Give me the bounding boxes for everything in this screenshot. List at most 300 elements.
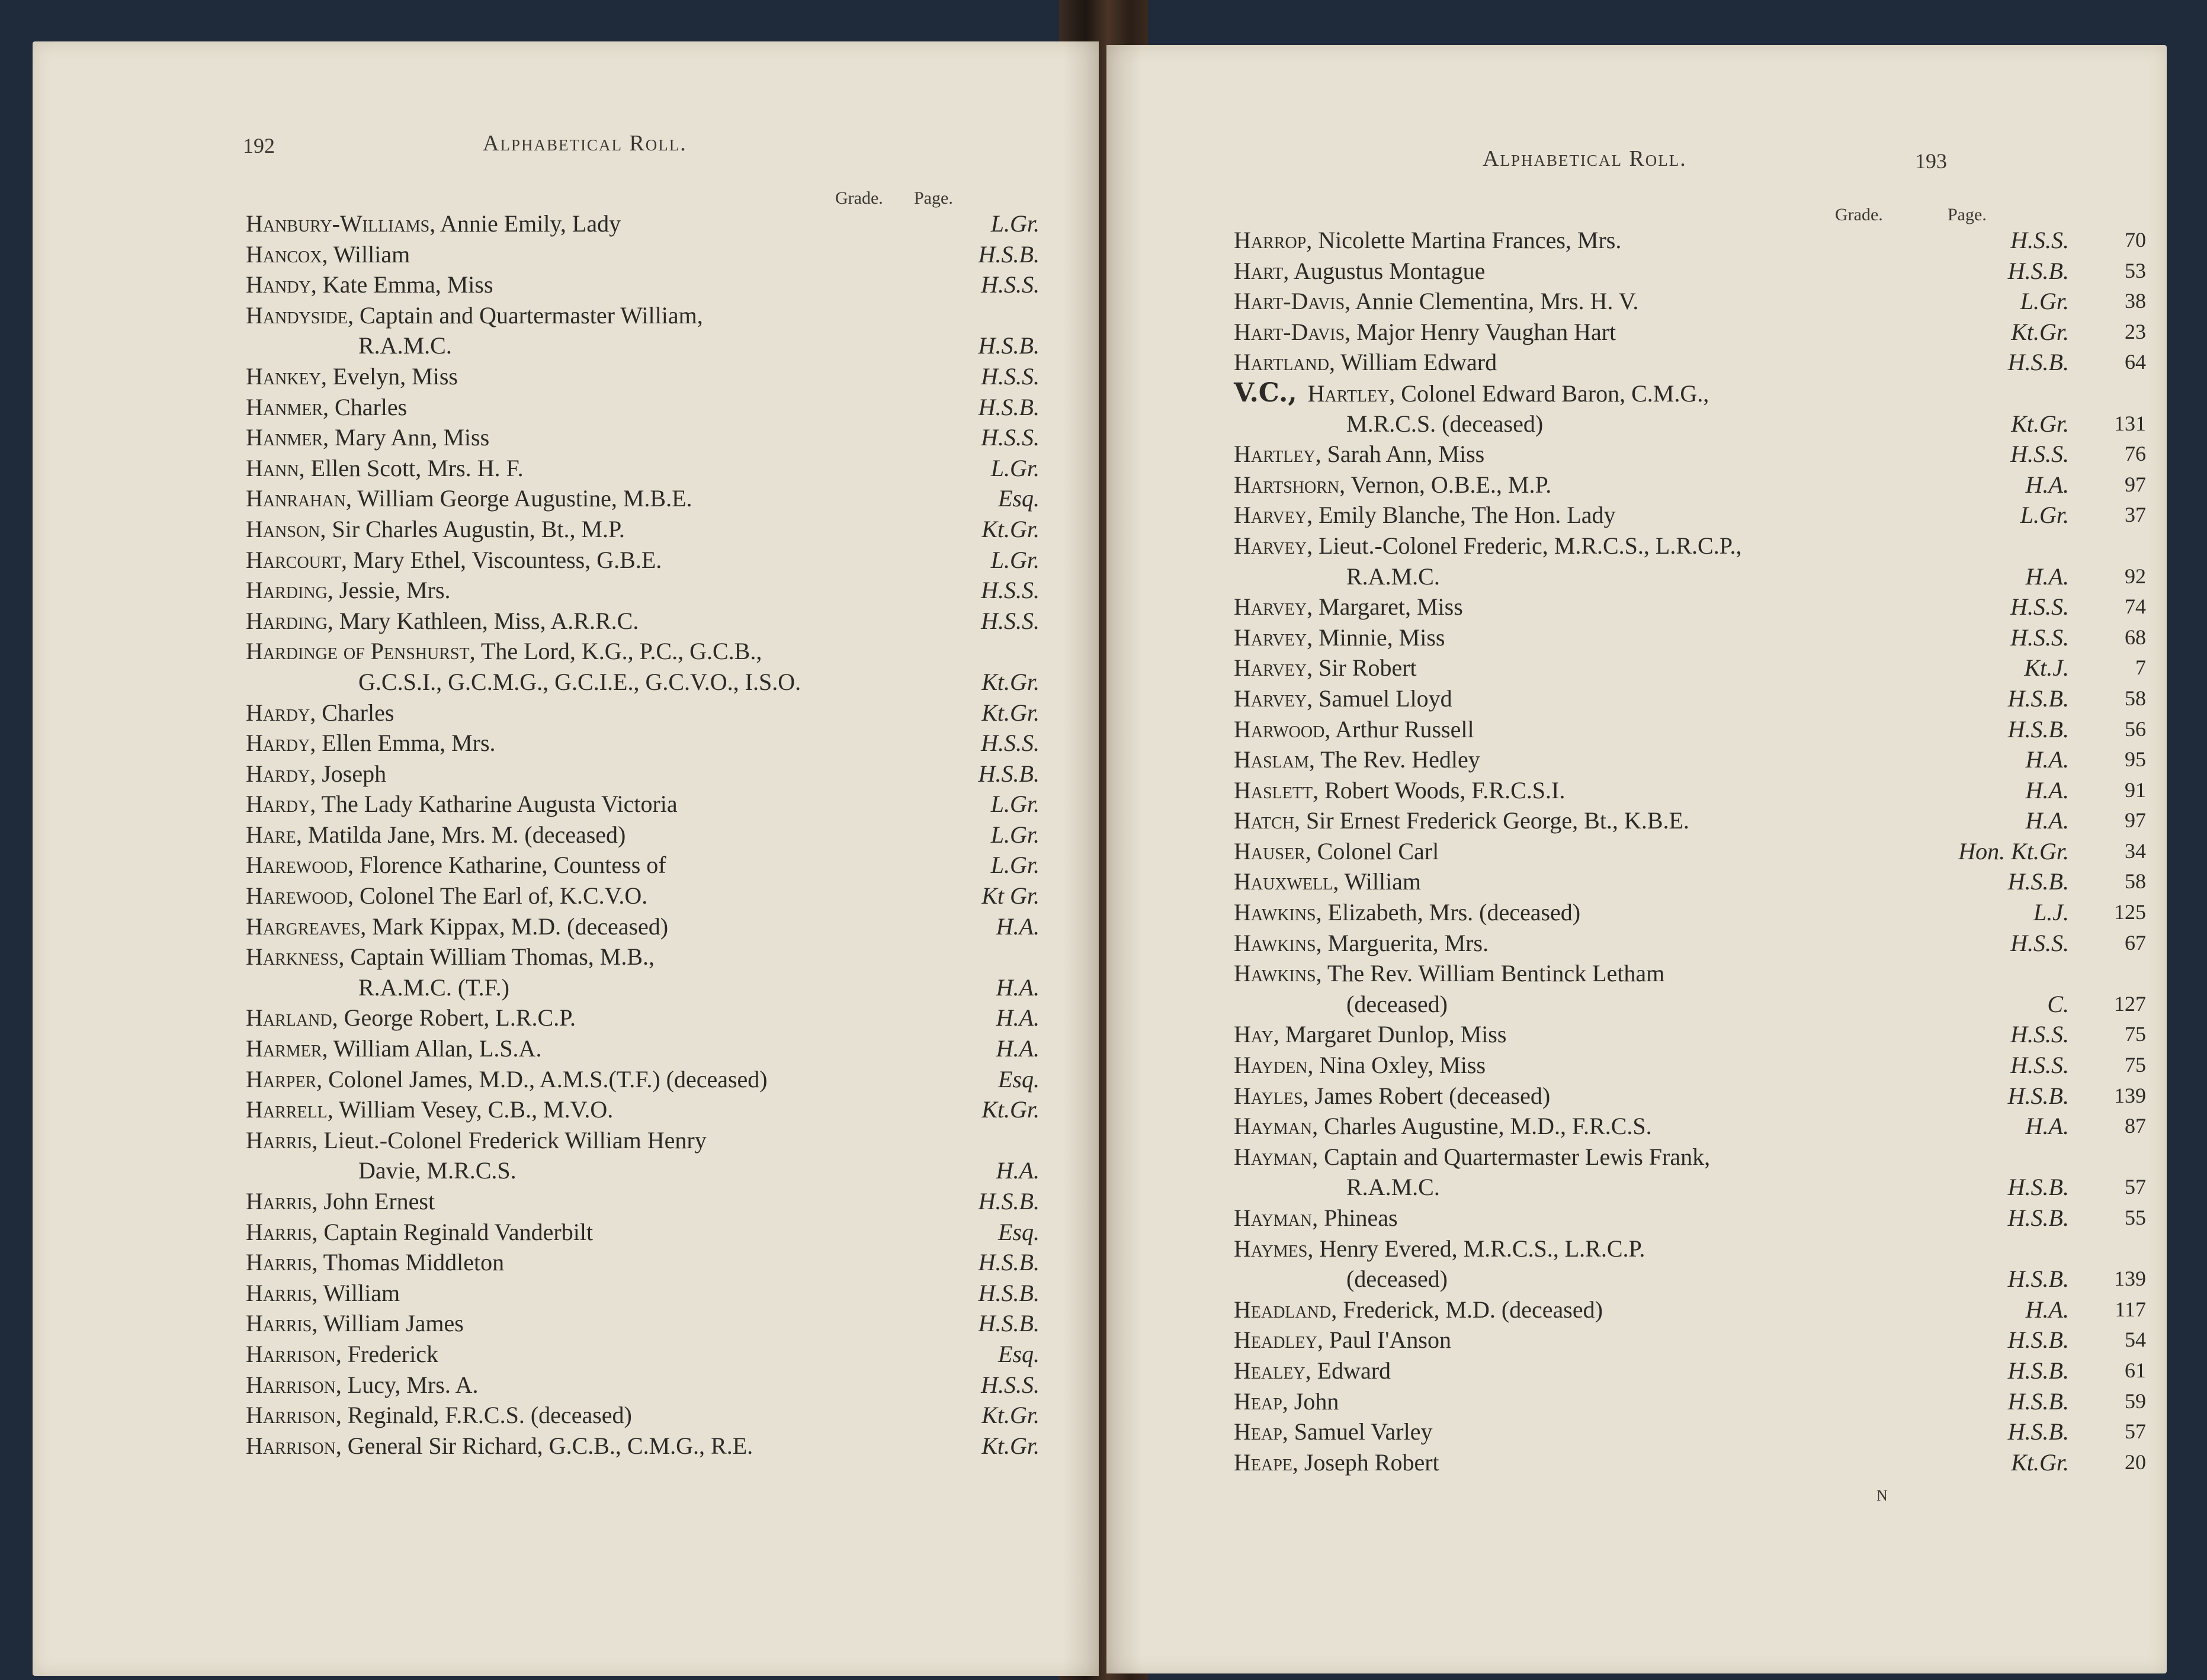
entry-name xyxy=(358,972,509,1003)
entry-page: 23 xyxy=(2125,319,2146,343)
entry-name-text: Harrison, Frederick xyxy=(246,1340,439,1367)
entry-name xyxy=(1234,1234,1645,1264)
entry-name xyxy=(1234,653,1417,683)
entry-name xyxy=(358,330,452,361)
entry-page: 61 xyxy=(2125,1358,2146,1382)
entry-grade: H.S.S. xyxy=(2010,1052,2069,1079)
entry-grade: L.Gr. xyxy=(990,454,1040,481)
roll-entry xyxy=(246,850,1170,881)
entry-name-text: Hayden, Nina Oxley, Miss xyxy=(1234,1052,1486,1079)
entry-grade: H.S.S. xyxy=(981,607,1040,634)
roll-entry xyxy=(246,789,1170,820)
roll-entry xyxy=(1234,286,2158,317)
entry-name-text: Hanbury-Williams, Annie Emily, Lady xyxy=(246,210,621,237)
entry-name xyxy=(246,1339,438,1370)
entry-grade: C. xyxy=(2047,990,2069,1017)
roll-entry xyxy=(246,606,1170,637)
roll-entry xyxy=(246,300,1170,331)
entry-grade: H.S.S. xyxy=(2010,227,2069,253)
entry-grade: H.S.B. xyxy=(2007,1174,2069,1201)
entry-page: 97 xyxy=(2125,808,2146,833)
entry-name-text: Harmer, William Allan, L.S.A. xyxy=(246,1035,542,1062)
entry-grade: Hon. Kt.Gr. xyxy=(1958,837,2069,865)
entry-grade: Esq. xyxy=(998,1340,1040,1367)
entry-name-text: Harding, Jessie, Mrs. xyxy=(246,577,451,604)
entry-page: 59 xyxy=(2125,1389,2146,1413)
entry-name xyxy=(358,1155,517,1186)
entry-name xyxy=(1234,622,1445,653)
entry-grade: H.S.B. xyxy=(978,1188,1040,1215)
entry-grade: H.S.S. xyxy=(981,424,1040,451)
entry-page: 76 xyxy=(2125,442,2146,466)
entry-name xyxy=(1234,775,1565,806)
entry-name xyxy=(246,942,655,972)
entry-name xyxy=(1234,1142,1710,1173)
entry-name xyxy=(1234,1355,1391,1386)
roll-entry xyxy=(1234,409,2158,439)
entry-name-text: Hanmer, Mary Ann, Miss xyxy=(246,424,490,451)
entry-page: 117 xyxy=(2115,1297,2146,1321)
entry-name-text: Headley, Paul I'Anson xyxy=(1234,1326,1451,1354)
entry-grade: H.S.B. xyxy=(978,393,1040,420)
entry-name-text: Harkness, Captain William Thomas, M.B., xyxy=(246,943,655,971)
entry-name-text: Hart-Davis, Major Henry Vaughan Hart xyxy=(1234,318,1616,345)
entry-name-text: Healey, Edward xyxy=(1234,1357,1391,1384)
entry-name xyxy=(1234,1203,1398,1234)
entry-name xyxy=(1234,1111,1652,1142)
entry-grade: H.A. xyxy=(2025,1296,2069,1323)
entry-name-text: Hayman, Captain and Quartermaster Lewis Frank, xyxy=(1234,1143,1711,1170)
entry-name xyxy=(358,667,801,698)
entry-grade: H.S.B. xyxy=(2007,1418,2069,1445)
entry-grade: H.S.S. xyxy=(2010,624,2069,651)
running-head: Alphabetical Roll. xyxy=(483,131,687,156)
entry-name xyxy=(1234,1416,1432,1447)
entry-grade: L.J. xyxy=(2033,899,2069,926)
roll-entry xyxy=(246,269,1170,300)
entry-grade: H.S.B. xyxy=(2007,868,2069,895)
entry-name-text: Hauser, Colonel Carl xyxy=(1234,837,1439,865)
entry-name xyxy=(1234,347,1497,378)
entry-grade: H.S.B. xyxy=(978,1249,1040,1276)
entry-name-text: Harvey, Lieut.-Colonel Frederic, M.R.C.S., L.R.C.P., xyxy=(1234,532,1742,559)
entry-name xyxy=(246,422,489,453)
entry-grade: L.Gr. xyxy=(990,210,1040,237)
entry-grade: Kt.Gr. xyxy=(2011,1448,2069,1476)
roll-entry xyxy=(1234,775,2158,806)
entry-name-text: Hann, Ellen Scott, Mrs. H. F. xyxy=(246,454,524,481)
roll-entry xyxy=(1234,989,2158,1020)
roll-entry xyxy=(1234,622,2158,653)
entry-name-text: Hartland, William Edward xyxy=(1234,349,1497,376)
roll-entry xyxy=(246,361,1170,392)
entry-name-text: Hawkins, Marguerita, Mrs. xyxy=(1234,929,1489,956)
roll-entry xyxy=(246,667,1170,698)
entry-name xyxy=(246,759,386,789)
entry-name xyxy=(246,392,407,423)
roll-entry xyxy=(246,911,1170,942)
entry-name-text: Hare, Matilda Jane, Mrs. M. (deceased) xyxy=(246,821,626,848)
entry-name-text: Headland, Frederick, M.D. (deceased) xyxy=(1234,1296,1603,1323)
entry-name xyxy=(246,1094,613,1125)
entry-name-text: Harvey, Margaret, Miss xyxy=(1234,593,1463,621)
entry-name xyxy=(246,911,668,942)
entry-page: 75 xyxy=(2125,1022,2146,1046)
entry-name xyxy=(1234,836,1439,867)
entry-page: 54 xyxy=(2125,1328,2146,1352)
entry-name-text: Hawkins, Elizabeth, Mrs. (deceased) xyxy=(1234,899,1581,926)
entry-name-text: Davie, M.R.C.S. xyxy=(358,1157,517,1184)
entry-name-text: Hayles, James Robert (deceased) xyxy=(1234,1082,1551,1109)
roll-entry xyxy=(1234,1081,2158,1112)
roll-entry xyxy=(246,1308,1170,1339)
entry-name xyxy=(246,208,621,239)
entry-page: 57 xyxy=(2125,1175,2146,1199)
entry-grade: H.S.S. xyxy=(2010,593,2069,621)
entry-page: 67 xyxy=(2125,930,2146,955)
entry-name-text: Harding, Mary Kathleen, Miss, A.R.R.C. xyxy=(246,607,639,634)
entry-name-text: Harvey, Emily Blanche, The Hon. Lady xyxy=(1234,502,1616,529)
entry-name xyxy=(1234,805,1689,836)
entry-grade: Kt.Gr. xyxy=(2011,318,2069,345)
entry-name xyxy=(1234,897,1580,928)
entry-name-text: Hancox, William xyxy=(246,240,410,268)
entry-name-text: Harvey, Minnie, Miss xyxy=(1234,624,1445,651)
signature-mark: N xyxy=(1876,1487,1888,1504)
column-heading-grade: Grade. xyxy=(1835,205,1883,224)
entry-grade: L.Gr. xyxy=(990,852,1040,879)
entry-name xyxy=(1346,1172,1440,1203)
entry-grade: H.A. xyxy=(2025,471,2069,498)
entry-page: 34 xyxy=(2125,839,2146,863)
entry-grade: H.A. xyxy=(2025,563,2069,590)
entry-grade: H.S.B. xyxy=(978,760,1040,787)
entry-name-text: Harcourt, Mary Ethel, Viscountess, G.B.E. xyxy=(246,546,662,573)
entry-name xyxy=(246,1033,541,1064)
entry-name xyxy=(246,636,762,667)
entry-name-text: Hankey, Evelyn, Miss xyxy=(246,362,458,390)
entry-name-text: Harland, George Robert, L.R.C.P. xyxy=(246,1004,576,1032)
roll-entry xyxy=(246,1125,1170,1156)
entry-grade: H.S.S. xyxy=(2010,929,2069,956)
entry-name xyxy=(1234,1447,1439,1478)
right-page xyxy=(1106,45,2167,1673)
entry-name-text: Hay, Margaret Dunlop, Miss xyxy=(1234,1021,1507,1048)
entry-grade: Kt.Gr. xyxy=(981,515,1040,542)
entry-page: 92 xyxy=(2125,564,2146,588)
entry-page: 56 xyxy=(2125,717,2146,741)
entry-grade: H.A. xyxy=(2025,776,2069,804)
roll-entry xyxy=(1234,1416,2158,1447)
roll-entry xyxy=(1234,1203,2158,1234)
entry-name-text: Hardy, Charles xyxy=(246,699,394,726)
entry-grade: Esq. xyxy=(998,485,1040,512)
entry-name xyxy=(1234,744,1480,775)
roll-entry xyxy=(1234,256,2158,287)
entry-grade: Kt.Gr. xyxy=(981,1402,1040,1429)
entry-page: 75 xyxy=(2125,1053,2146,1077)
entry-grade: H.S.B. xyxy=(2007,715,2069,743)
entry-name xyxy=(1346,561,1440,592)
entry-name-text: Handy, Kate Emma, Miss xyxy=(246,271,493,298)
honour-prefix: V.C., xyxy=(1234,377,1297,408)
entry-grade: H.S.S. xyxy=(981,1371,1040,1398)
entry-name xyxy=(246,1064,768,1095)
entry-name-text: Hanmer, Charles xyxy=(246,393,408,420)
entry-name xyxy=(246,239,410,270)
roll-entry xyxy=(1234,531,2158,561)
entry-grade: H.A. xyxy=(996,1004,1040,1032)
entry-page: 70 xyxy=(2125,228,2146,252)
column-heading-grade: Grade. xyxy=(835,188,883,208)
column-heading-page: Page. xyxy=(1948,205,1987,224)
roll-entry xyxy=(246,1431,1170,1461)
entry-grade: H.S.B. xyxy=(2007,1357,2069,1384)
entry-name xyxy=(1234,866,1421,897)
entry-name xyxy=(1234,714,1474,745)
entry-name-text: Heap, Samuel Varley xyxy=(1234,1418,1433,1445)
entry-page: 95 xyxy=(2125,747,2146,772)
entry-name-text: Hayman, Phineas xyxy=(1234,1204,1398,1231)
entry-name xyxy=(1234,1050,1486,1081)
entry-name xyxy=(246,1400,632,1431)
roll-entry xyxy=(1234,958,2158,989)
entry-name xyxy=(1234,286,1638,317)
roll-entry xyxy=(246,1155,1170,1186)
entry-name-text: Harper, Colonel James, M.D., A.M.S.(T.F.) (deceased) xyxy=(246,1065,768,1093)
entry-name-text: Hanson, Sir Charles Augustin, Bt., M.P. xyxy=(246,515,625,542)
entry-name xyxy=(246,820,625,850)
entry-grade: H.S.B. xyxy=(2007,1204,2069,1231)
entry-name-text: Hardy, The Lady Katharine Augusta Victoria xyxy=(246,791,678,818)
roll-entry xyxy=(246,1186,1170,1217)
roll-entry xyxy=(1234,378,2158,409)
entry-name xyxy=(1346,1264,1448,1294)
entry-name-text: Haymes, Henry Evered, M.R.C.S., L.R.C.P. xyxy=(1234,1235,1645,1262)
entry-page: 97 xyxy=(2125,472,2146,496)
entry-name-text: Harrison, Lucy, Mrs. A. xyxy=(246,1371,479,1398)
entry-name-text: Hayman, Charles Augustine, M.D., F.R.C.S. xyxy=(1234,1113,1652,1140)
roll-entry xyxy=(246,698,1170,728)
roll-entry xyxy=(1234,561,2158,592)
entry-name xyxy=(246,483,692,514)
entry-name-text: Harris, John Ernest xyxy=(246,1188,435,1215)
entry-name xyxy=(246,1278,400,1309)
roll-entry xyxy=(246,545,1170,576)
entry-page: 38 xyxy=(2125,289,2146,313)
roll-entry xyxy=(1234,1234,2158,1264)
entry-name-text: Handyside, Captain and Quartermaster William, xyxy=(246,301,703,329)
entry-page: 68 xyxy=(2125,625,2146,649)
entry-page: 139 xyxy=(2114,1083,2146,1107)
roll-entry xyxy=(1234,866,2158,897)
roll-entry xyxy=(246,330,1170,361)
entry-grade: H.S.B. xyxy=(978,1310,1040,1337)
entry-page: 74 xyxy=(2125,595,2146,619)
entry-name xyxy=(1234,378,1709,409)
entry-name-text: Hauxwell, William xyxy=(1234,868,1422,895)
entry-name-text: Harris, William James xyxy=(246,1310,464,1337)
roll-entry xyxy=(246,881,1170,911)
roll-entry xyxy=(1234,1264,2158,1294)
entry-name xyxy=(246,606,639,637)
roll-entry xyxy=(246,942,1170,972)
roll-entry xyxy=(246,575,1170,606)
entry-name xyxy=(246,698,394,728)
entry-name xyxy=(1234,439,1484,470)
entry-grade: L.Gr. xyxy=(990,791,1040,818)
entry-name-text: Hargreaves, Mark Kippax, M.D. (deceased) xyxy=(246,913,669,940)
entry-name-text: Harris, Lieut.-Colonel Frederick William Henry xyxy=(246,1126,707,1154)
entry-page: 139 xyxy=(2114,1267,2146,1291)
entry-name-text: Hart, Augustus Montague xyxy=(1234,257,1486,284)
left-page xyxy=(33,41,1099,1676)
roll-entry xyxy=(246,1064,1170,1095)
entry-name-text: G.C.S.I., G.C.M.G., G.C.I.E., G.C.V.O., I.S.O. xyxy=(358,668,801,695)
entry-grade: Kt.Gr. xyxy=(2011,410,2069,437)
entry-grade: H.A. xyxy=(996,974,1040,1001)
roll-entry xyxy=(1234,439,2158,470)
entry-page: 55 xyxy=(2125,1206,2146,1229)
entry-name-text: M.R.C.S. (deceased) xyxy=(1346,410,1544,437)
roll-entry xyxy=(246,1278,1170,1309)
roll-entry xyxy=(1234,1294,2158,1325)
entry-grade: H.S.S. xyxy=(2010,441,2069,468)
entry-name-text: Hardy, Joseph xyxy=(246,760,387,787)
roll-entry xyxy=(246,1247,1170,1278)
entry-name xyxy=(1346,989,1448,1020)
entry-grade: L.Gr. xyxy=(990,821,1040,848)
page-number: 193 xyxy=(1915,149,1947,173)
roll-entry xyxy=(246,820,1170,850)
entry-page: 57 xyxy=(2125,1419,2146,1444)
entry-page: 87 xyxy=(2125,1114,2146,1138)
entry-grade: Kt.Gr. xyxy=(981,1432,1040,1459)
entry-grade: H.S.B. xyxy=(978,332,1040,359)
roll-entries-left xyxy=(246,208,1170,1461)
entry-name-text: Hardy, Ellen Emma, Mrs. xyxy=(246,730,496,757)
entry-name xyxy=(246,545,662,576)
roll-entry xyxy=(1234,1050,2158,1081)
roll-entry xyxy=(1234,225,2158,256)
roll-entry xyxy=(246,422,1170,453)
entry-name xyxy=(246,453,524,484)
entry-name xyxy=(1234,1019,1506,1050)
entry-grade: L.Gr. xyxy=(990,546,1040,573)
entry-name-text: Hanrahan, William George Augustine, M.B.E. xyxy=(246,485,692,512)
right-gutter-shadow xyxy=(1106,45,1142,1673)
entry-name-text: Hardinge of Penshurst, The Lord, K.G., P.C., G.C.B., xyxy=(246,638,762,665)
entry-grade: H.S.S. xyxy=(981,730,1040,757)
roll-entry xyxy=(1234,317,2158,348)
entry-grade: H.S.B. xyxy=(2007,1265,2069,1293)
entry-grade: H.S.B. xyxy=(2007,1082,2069,1109)
roll-entry xyxy=(246,1094,1170,1125)
roll-entry xyxy=(1234,592,2158,622)
entry-name-text: Hatch, Sir Ernest Frederick George, Bt., K.B.E. xyxy=(1234,807,1689,834)
column-heading-page: Page. xyxy=(914,188,953,208)
entry-name xyxy=(246,1370,479,1400)
roll-entry xyxy=(246,759,1170,789)
entry-name-text: Harewood, Colonel The Earl of, K.C.V.O. xyxy=(246,882,648,910)
entry-grade: Kt.Gr. xyxy=(981,699,1040,726)
entry-name-text: Hartshorn, Vernon, O.B.E., M.P. xyxy=(1234,471,1552,498)
entry-name-text: Heap, John xyxy=(1234,1387,1339,1415)
entry-name xyxy=(246,1125,707,1156)
entry-grade: H.A. xyxy=(2025,1113,2069,1140)
roll-entry xyxy=(1234,1019,2158,1050)
entry-name xyxy=(246,1431,753,1461)
entry-name-text: Hart-Davis, Annie Clementina, Mrs. H. V. xyxy=(1234,288,1639,315)
entry-grade: H.S.S. xyxy=(981,362,1040,390)
roll-entry xyxy=(246,1370,1170,1400)
roll-entry xyxy=(1234,1142,2158,1173)
roll-entry xyxy=(246,1217,1170,1248)
entry-name xyxy=(246,269,493,300)
entry-page: 53 xyxy=(2125,258,2146,282)
entry-name xyxy=(246,789,678,820)
roll-entry xyxy=(1234,805,2158,836)
entry-name-text: Harvey, Samuel Lloyd xyxy=(1234,685,1452,712)
entry-grade: H.A. xyxy=(996,1157,1040,1184)
entry-name-text: R.A.M.C. xyxy=(358,332,452,359)
entry-name xyxy=(246,881,647,911)
roll-entry xyxy=(246,483,1170,514)
entry-name xyxy=(246,1247,504,1278)
entry-name xyxy=(246,300,703,331)
entry-name-text: Hartley, Sarah Ann, Miss xyxy=(1234,441,1485,468)
entry-name-text: Hawkins, The Rev. William Bentinck Letham xyxy=(1234,960,1665,987)
entry-grade: Kt.Gr. xyxy=(981,1096,1040,1123)
entry-grade: H.S.B. xyxy=(2007,1326,2069,1354)
entry-name-text: R.A.M.C. (T.F.) xyxy=(358,974,509,1001)
entry-name-text: R.A.M.C. xyxy=(1346,563,1440,590)
entry-name-text: Heape, Joseph Robert xyxy=(1234,1448,1439,1476)
entry-name xyxy=(1234,1294,1603,1325)
entry-name-text: (deceased) xyxy=(1346,1265,1448,1293)
entry-page: 37 xyxy=(2125,503,2146,527)
roll-entry xyxy=(1234,1355,2158,1386)
entry-name-text: Harris, Captain Reginald Vanderbilt xyxy=(246,1218,594,1245)
roll-entry xyxy=(246,514,1170,545)
entry-page: 7 xyxy=(2135,656,2146,680)
entry-page: 127 xyxy=(2114,991,2146,1016)
entry-grade: H.S.B. xyxy=(978,1279,1040,1306)
roll-entry xyxy=(246,1400,1170,1431)
roll-entry xyxy=(246,636,1170,667)
entry-grade: H.A. xyxy=(2025,807,2069,834)
entry-grade: H.A. xyxy=(996,913,1040,940)
roll-entry xyxy=(1234,653,2158,683)
roll-entry xyxy=(246,1033,1170,1064)
roll-entry xyxy=(1234,928,2158,959)
entry-name-text: Harrell, William Vesey, C.B., M.V.O. xyxy=(246,1096,614,1123)
entry-name xyxy=(1234,1386,1339,1417)
entry-page: 64 xyxy=(2125,350,2146,374)
entry-grade: Esq. xyxy=(998,1218,1040,1245)
entry-grade: L.Gr. xyxy=(2020,502,2069,529)
entry-grade: Kt Gr. xyxy=(981,882,1040,910)
entry-name xyxy=(1234,958,1664,989)
running-head: Alphabetical Roll. xyxy=(1483,146,1687,171)
entry-grade: H.S.B. xyxy=(2007,1387,2069,1415)
entry-name-text: Harrison, General Sir Richard, G.C.B., C.M.G., R.E. xyxy=(246,1432,753,1459)
entry-name xyxy=(1234,256,1485,287)
entry-name-text: (deceased) xyxy=(1346,990,1448,1017)
entry-name xyxy=(246,1003,576,1033)
entry-page: 58 xyxy=(2125,686,2146,710)
roll-entry xyxy=(246,972,1170,1003)
